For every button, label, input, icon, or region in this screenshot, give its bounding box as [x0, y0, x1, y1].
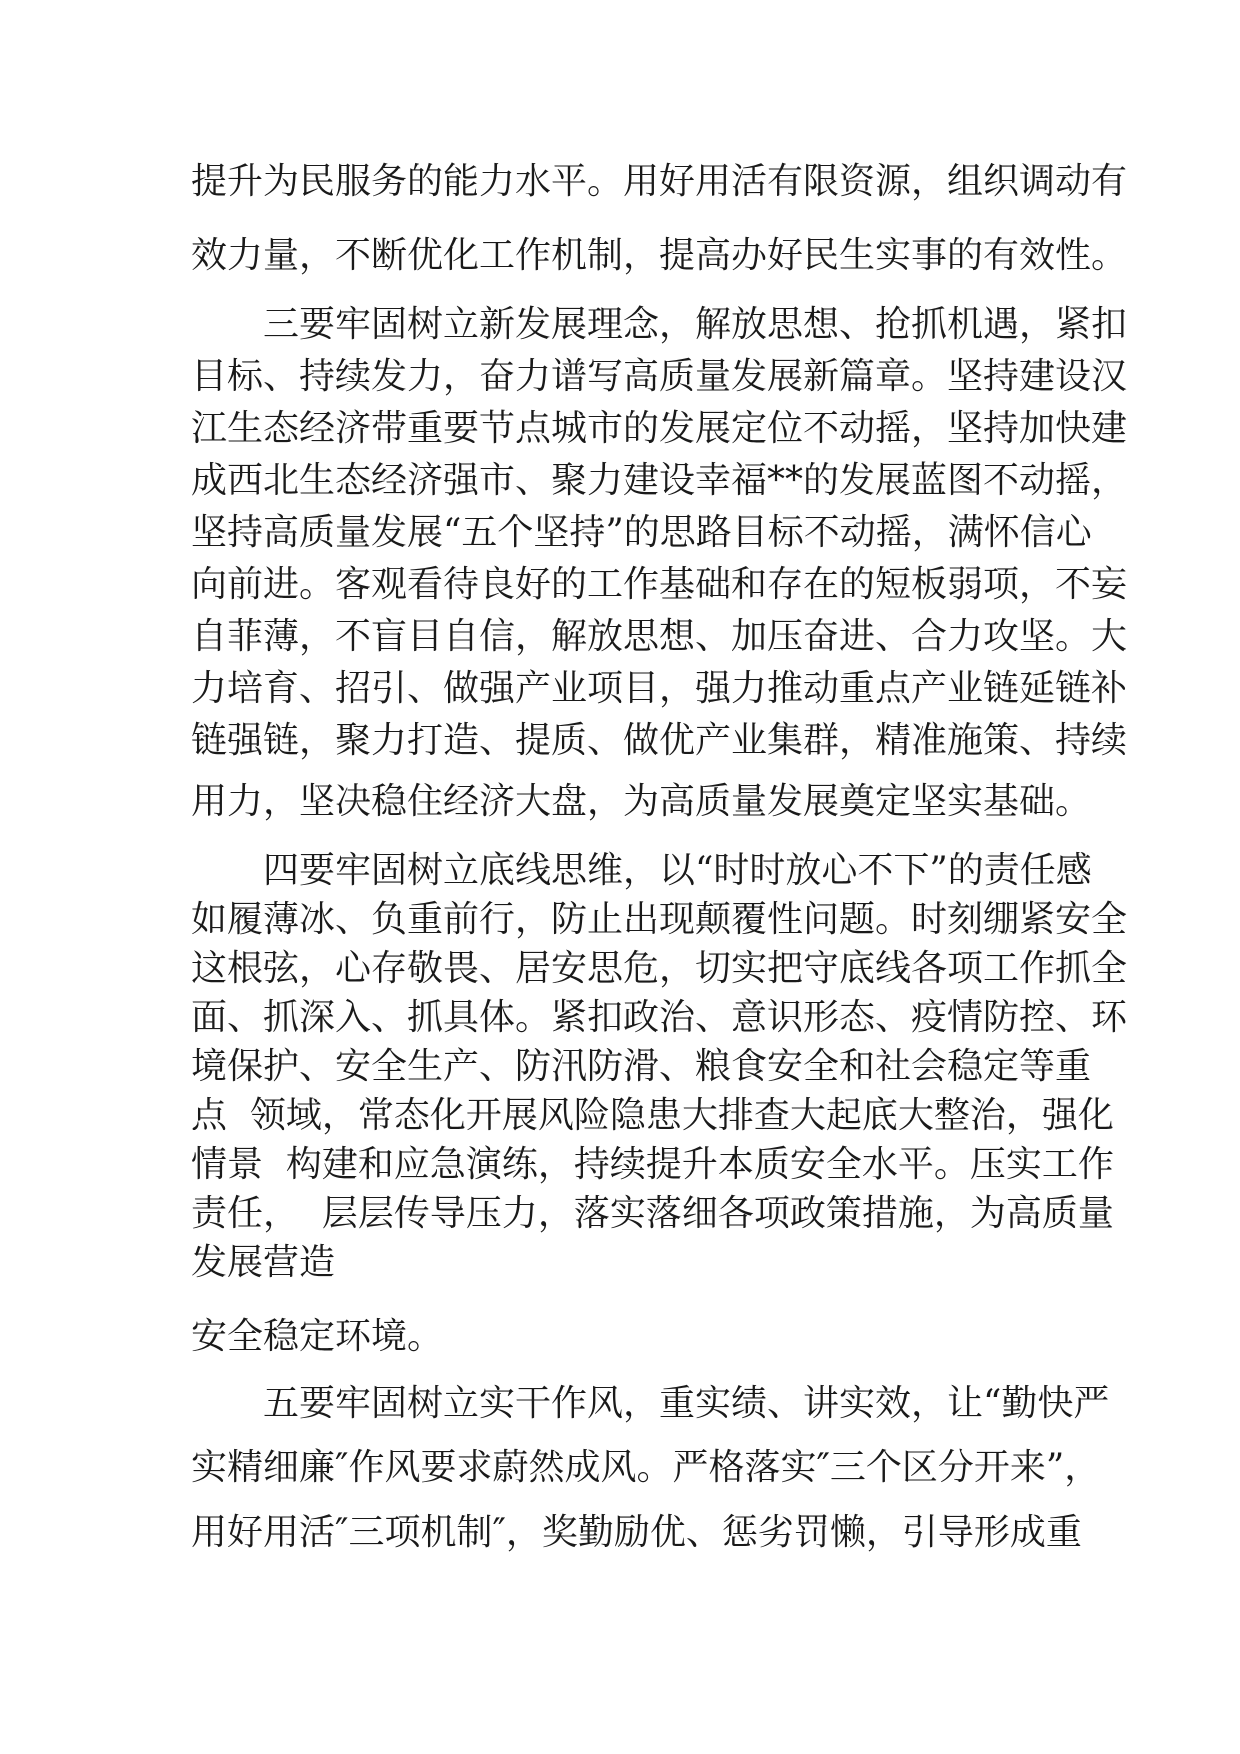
- text-line: 用力，坚决稳住经济大盘，为高质量发展奠定坚实基础。: [191, 781, 1092, 822]
- text-line: 情景 构建和应急演练，持续提升本质安全水平。压实工作: [191, 1144, 1114, 1185]
- text-line: 提升为民服务的能力水平。用好用活有限资源，组织调动有: [191, 161, 1128, 202]
- text-line: 用好用活″三项机制″，奖勤励优、惩劣罚懒，引导形成重: [191, 1512, 1082, 1553]
- paragraph-start-line: 四要牢固树立底线思维，以“时时放心不下”的责任感: [263, 850, 1092, 891]
- paragraph-start-line: 五要牢固树立实干作风，重实绩、讲实效，让“勤快严: [263, 1383, 1110, 1424]
- paragraph-start-line: 三要牢固树立新发展理念，解放思想、抢抓机遇，紧扣: [263, 304, 1128, 345]
- text-line: 成西北生态经济强市、聚力建设幸福**的发展蓝图不动摇，: [191, 460, 1128, 501]
- text-line: 点 领域，常态化开展风险隐患大排查大起底大整治，强化: [191, 1095, 1114, 1136]
- text-line: 链强链，聚力打造、提质、做优产业集群，精准施策、持续: [191, 720, 1128, 761]
- text-line: 发展营造: [191, 1242, 336, 1283]
- text-line: 自菲薄，不盲目自信，解放思想、加压奋进、合力攻坚。大: [191, 616, 1128, 657]
- text-line: 面、抓深入、抓具体。紧扣政治、意识形态、疫情防控、环: [191, 997, 1128, 1038]
- text-line: 境保护、安全生产、防汛防滑、粮食安全和社会稳定等重: [191, 1046, 1092, 1087]
- text-line: 坚持高质量发展“五个坚持”的思路目标不动摇，满怀信心: [191, 512, 1092, 553]
- text-line: 如履薄冰、负重前行，防止出现颠覆性问题。时刻绷紧安全: [191, 899, 1128, 940]
- text-line: 目标、持续发力，奋力谱写高质量发展新篇章。坚持建设汉: [191, 356, 1128, 397]
- text-line: 安全稳定环境。: [191, 1316, 444, 1357]
- text-line: 向前进。客观看待良好的工作基础和存在的短板弱项，不妄: [191, 564, 1128, 605]
- text-line: 江生态经济带重要节点城市的发展定位不动摇，坚持加快建: [191, 408, 1128, 449]
- text-line: 责任， 层层传导压力，落实落细各项政策措施，为高质量: [191, 1193, 1114, 1234]
- text-line: 实精细廉″作风要求蔚然成风。严格落实″三个区分开来”，: [191, 1447, 1101, 1488]
- text-line: 效力量，不断优化工作机制，提高办好民生实事的有效性。: [191, 235, 1128, 276]
- text-line: 这根弦，心存敬畏、居安思危，切实把守底线各项工作抓全: [191, 948, 1128, 989]
- text-line: 力培育、招引、做强产业项目，强力推动重点产业链延链补: [191, 668, 1128, 709]
